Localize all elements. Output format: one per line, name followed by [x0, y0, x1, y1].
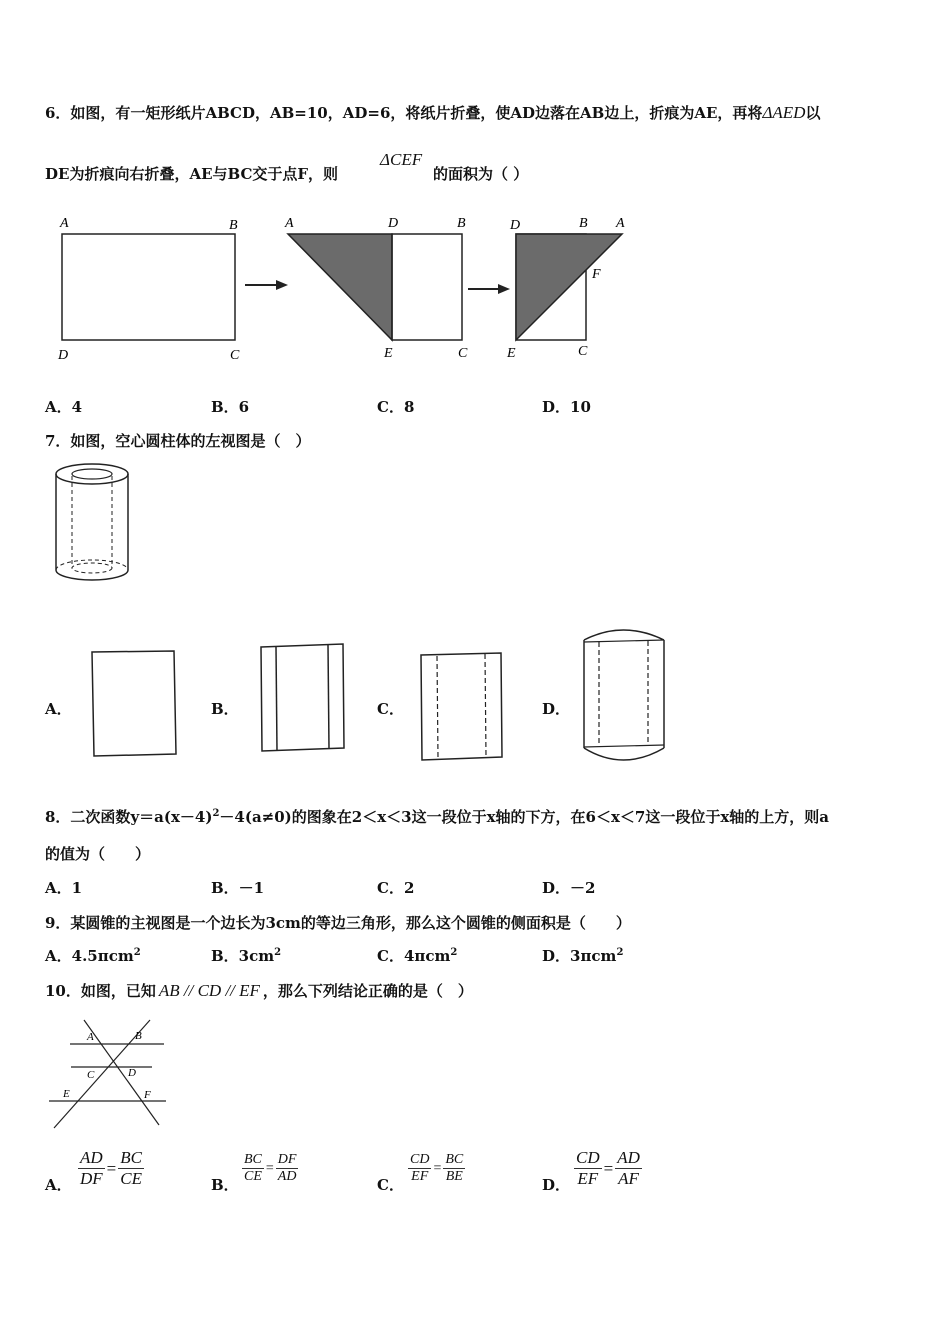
label-f: F	[144, 1089, 151, 1101]
rectangle-abcd	[62, 234, 235, 340]
q6-line1: 6．如图，有一矩形纸片ABCD，AB=10，AD=6，将纸片折叠，使AD边落在AB边上，折痕为AE，再将ΔAED以	[45, 103, 821, 122]
label-d: D	[388, 216, 399, 231]
q7-option-a[interactable]: A．	[45, 700, 72, 718]
q10-option-d-label[interactable]: D．	[542, 1176, 571, 1194]
q8-option-b[interactable]: B．－1	[211, 879, 265, 897]
q8-line2: 的值为（ ）	[45, 845, 151, 863]
q8-option-d[interactable]: D．－2	[542, 879, 596, 897]
q6-line2-end: 的面积为（ ）	[433, 165, 529, 183]
q7-option-b[interactable]: B．	[211, 700, 239, 718]
label-a: A	[60, 216, 69, 231]
q10-option-b-label[interactable]: B．	[211, 1176, 239, 1194]
q9-text: 9．某圆锥的主视图是一个边长为3cm的等边三角形，那么这个圆锥的侧面积是（ ）	[45, 914, 631, 932]
triangle-aed: ΔAED	[762, 103, 806, 122]
label-d: D	[128, 1067, 136, 1079]
label-a: A	[285, 216, 294, 231]
q6-line2: DE为折痕向右折叠，AE与BC交于点F，则	[45, 165, 339, 183]
label-b: B	[135, 1030, 142, 1042]
label-d: D	[510, 218, 521, 233]
q9-option-b[interactable]: B．$3cm^2$	[211, 947, 282, 965]
q10-option-a-formula[interactable]: $\frac{AD}{DF}$ = $\frac{BC}{CE}$	[80, 1148, 142, 1188]
q7-option-a-figure[interactable]	[88, 648, 180, 760]
rectangle-dbce	[392, 234, 462, 340]
q6-option-b[interactable]: B．6	[211, 398, 250, 416]
q9-option-d[interactable]: D．3πcm$^2$	[542, 947, 624, 965]
label-a: A	[87, 1031, 94, 1043]
label-c: C	[230, 348, 240, 363]
label-e: E	[507, 346, 516, 361]
q10-option-b-formula[interactable]: $\frac{BC}{CE}$ = $\frac{DF}{AD}$	[244, 1152, 297, 1184]
q8-option-a[interactable]: A．1	[45, 879, 83, 897]
q10-option-c-formula[interactable]: $\frac{CD}{EF}$ = $\frac{BC}{BE}$	[410, 1152, 464, 1184]
label-e: E	[63, 1088, 70, 1100]
q9-option-a[interactable]: A．4.5πcm$^2$	[45, 947, 141, 965]
parallel-lines-figure	[46, 1015, 171, 1133]
q7-text: 7．如图，空心圆柱体的左视图是（ ）	[45, 432, 311, 450]
q10-option-a-label[interactable]: A．	[45, 1176, 72, 1194]
label-e: E	[384, 346, 393, 361]
shaded-triangle-folded	[516, 234, 622, 340]
q9-option-c[interactable]: C．4πcm$^2$	[377, 947, 458, 965]
q7-option-d-figure[interactable]	[580, 626, 670, 768]
q6-option-a[interactable]: A．4	[45, 398, 83, 416]
q6-option-d[interactable]: D．10	[542, 398, 591, 416]
q7-option-d[interactable]: D．	[542, 700, 571, 718]
label-c: C	[458, 346, 468, 361]
q7-option-b-figure[interactable]	[258, 641, 348, 755]
q6-figure	[40, 205, 660, 375]
arrow-1-head	[276, 280, 288, 290]
q10-option-d-formula[interactable]: $\frac{CD}{EF}$ = $\frac{AD}{AF}$	[576, 1148, 640, 1188]
label-a: A	[616, 216, 625, 231]
triangle-cef: ΔCEF	[380, 150, 423, 169]
arrow-2-head	[498, 284, 510, 294]
q8-line1: 8．二次函数$y=a(x-4)^2-4(a\ne 0)$的图象在2＜x＜3这一段位于x轴的下方，在6＜x＜7这一段位于x轴的上方，则a	[45, 808, 830, 826]
q6-option-c[interactable]: C．8	[377, 398, 415, 416]
parallel-lines-expression: AB // CD // EF	[158, 981, 260, 1000]
line-af	[84, 1020, 159, 1125]
hollow-cylinder-figure	[48, 460, 138, 585]
q10-text: 10．如图，已知 AB // CD // EF ，那么下列结论正确的是（ ）	[45, 981, 473, 1000]
label-b: B	[579, 216, 588, 231]
label-d: D	[58, 348, 69, 363]
label-c: C	[87, 1069, 95, 1081]
q7-option-c-figure[interactable]	[418, 650, 508, 764]
label-b: B	[457, 216, 466, 231]
label-b: B	[229, 218, 238, 233]
label-f: F	[592, 267, 601, 282]
q7-option-c[interactable]: C．	[377, 700, 404, 718]
q10-option-c-label[interactable]: C．	[377, 1176, 404, 1194]
shaded-triangle-aed	[288, 234, 392, 340]
q8-option-c[interactable]: C．2	[377, 879, 415, 897]
label-c: C	[578, 344, 588, 359]
